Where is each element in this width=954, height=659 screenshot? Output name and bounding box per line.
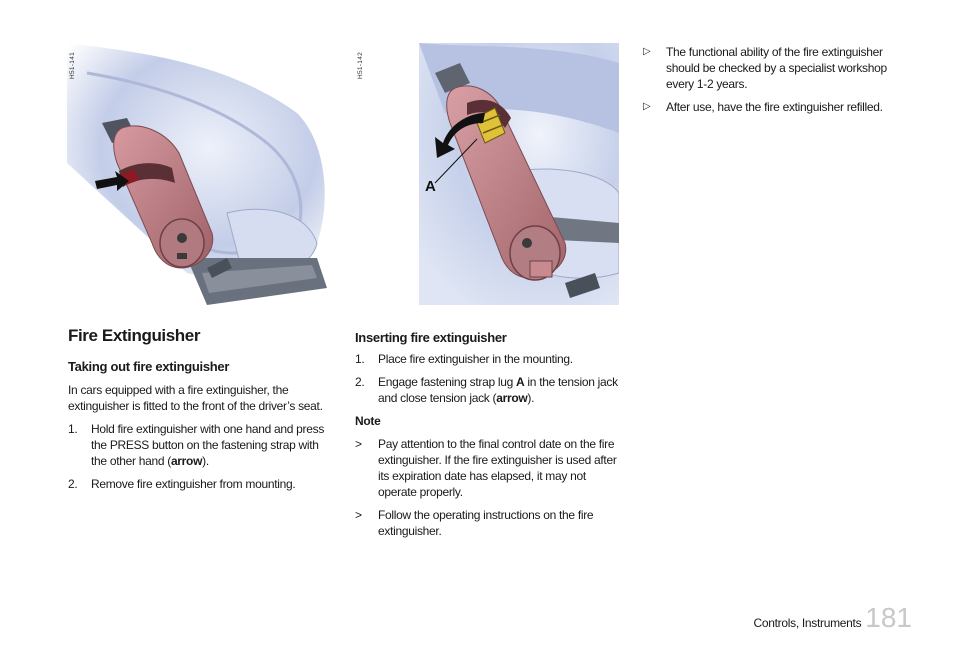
list-item: 1. Hold fire extinguisher with one hand and press the PRESS button on the fastening strap with the other hand (arrow).	[68, 422, 325, 468]
fire-extinguisher-insertion-illustration	[355, 43, 619, 305]
list-number: 1.	[68, 422, 78, 436]
note-marker: >	[355, 437, 362, 451]
intro-paragraph: In cars equipped with a fire extinguisher, the extinguisher is fitted to the front of the driver’s seat.	[68, 383, 323, 413]
column-right	[643, 44, 905, 115]
figure-inserting	[355, 43, 619, 305]
figure-code: H51-141	[69, 51, 76, 79]
figure-code: H51-142	[357, 51, 364, 79]
tip-item: ▷ After use, have the fire extinguisher refilled.	[643, 100, 883, 114]
list-number: 1.	[355, 352, 365, 366]
figure-taking-out	[67, 43, 331, 305]
note-marker: >	[355, 508, 362, 522]
list-number: 2.	[355, 375, 365, 389]
list-item: 1. Place fire extinguisher in the mounting.	[355, 352, 573, 366]
footer-section: Controls, Instruments	[753, 616, 862, 630]
note-item: > Pay attention to the final control date on the fire extinguisher. If the fire extinguisher is used after its expiration date has elapsed, it may not operate properly.	[355, 437, 617, 499]
page-heading: Fire Extinguisher	[68, 326, 201, 345]
note-item: > Follow the operating instructions on the fire extinguisher.	[355, 508, 594, 538]
section-title: Taking out fire extinguisher	[68, 359, 230, 374]
page-footer	[754, 604, 912, 632]
tip-item: ▷ The functional ability of the fire extinguisher should be checked by a specialist workshop every 1-2 years.	[643, 45, 887, 91]
list-item: 2. Remove fire extinguisher from mounting.	[68, 477, 296, 491]
column-middle	[355, 330, 625, 539]
section-title: Inserting fire extinguisher	[355, 330, 507, 345]
triangle-bullet-icon: ▷	[643, 46, 651, 57]
list-item: 2. Engage fastening strap lug A in the tension jack and close tension jack (arrow).	[355, 375, 618, 405]
note-title: Note	[355, 414, 381, 428]
list-number: 2.	[68, 477, 78, 491]
callout-label: A	[425, 178, 436, 195]
column-left	[68, 328, 334, 492]
triangle-bullet-icon: ▷	[643, 101, 651, 112]
page-number: 181	[865, 602, 912, 633]
fire-extinguisher-removal-illustration	[67, 43, 331, 305]
